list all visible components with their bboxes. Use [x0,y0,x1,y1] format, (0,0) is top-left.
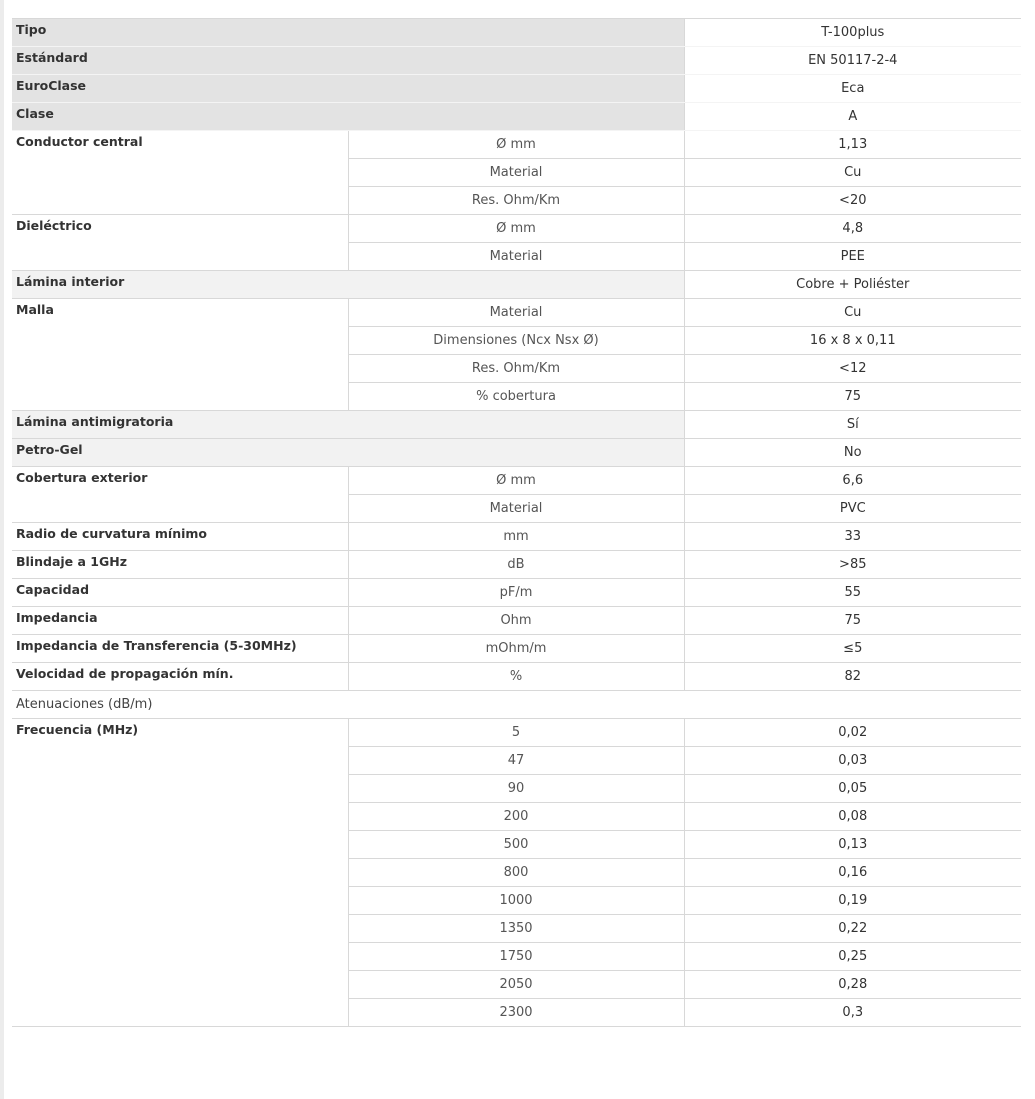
left-edge-strip [0,0,4,1099]
table-row-impedancia [12,607,1021,635]
row-label: Radio de curvatura mínimo [12,523,348,551]
row-value: 75 [684,607,1021,635]
row-param: Material [348,299,684,327]
row-label: Estándard [12,47,684,75]
row-value: 0,25 [684,943,1021,971]
row-value: PVC [684,495,1021,523]
row-value: No [684,439,1021,467]
row-value: Cobre + Poliéster [684,271,1021,299]
row-value: Eca [684,75,1021,103]
row-param: 5 [348,719,684,747]
row-label: Capacidad [12,579,348,607]
row-value: <12 [684,355,1021,383]
table-row-tipo [12,19,1021,47]
table-row-estandard [12,47,1021,75]
table-row-capacidad [12,579,1021,607]
table-row-blindaje [12,551,1021,579]
row-value: A [684,103,1021,131]
row-param: Res. Ohm/Km [348,355,684,383]
table-row-section-atenuaciones [12,691,1021,719]
row-value: 0,16 [684,859,1021,887]
row-param: dB [348,551,684,579]
spec-table-container [12,18,1021,1027]
spec-table [12,18,1021,1027]
row-label: Tipo [12,19,684,47]
row-param: 800 [348,859,684,887]
row-param: Material [348,159,684,187]
row-label: Petro-Gel [12,439,684,467]
row-value: 82 [684,663,1021,691]
row-value: 0,28 [684,971,1021,999]
table-row-conductor-central [12,131,1021,159]
row-label: Velocidad de propagación mín. [12,663,348,691]
row-value: Cu [684,299,1021,327]
row-param: 1750 [348,943,684,971]
row-param: mOhm/m [348,635,684,663]
group-label: Malla [12,299,348,411]
row-value: 0,3 [684,999,1021,1027]
row-value: T-100plus [684,19,1021,47]
table-row-radio-curvatura [12,523,1021,551]
row-param: % cobertura [348,383,684,411]
row-param: Ohm [348,607,684,635]
table-row-cobertura-exterior [12,467,1021,495]
table-row-malla [12,299,1021,327]
row-param: mm [348,523,684,551]
group-label: Dieléctrico [12,215,348,271]
table-row-lamina-interior [12,271,1021,299]
row-value: 75 [684,383,1021,411]
row-param: 500 [348,831,684,859]
row-value: 55 [684,579,1021,607]
row-value: 0,02 [684,719,1021,747]
group-label: Frecuencia (MHz) [12,719,348,1027]
row-value: <20 [684,187,1021,215]
row-value: 0,19 [684,887,1021,915]
row-value: 0,03 [684,747,1021,775]
row-value: Sí [684,411,1021,439]
row-value: 0,05 [684,775,1021,803]
row-value: 0,13 [684,831,1021,859]
group-label: Cobertura exterior [12,467,348,523]
row-param: Material [348,243,684,271]
row-param: 90 [348,775,684,803]
table-row-petro-gel [12,439,1021,467]
table-row-euroclase [12,75,1021,103]
row-value: 0,08 [684,803,1021,831]
group-label: Conductor central [12,131,348,215]
row-param: % [348,663,684,691]
row-value: PEE [684,243,1021,271]
row-param: 2300 [348,999,684,1027]
table-row-clase [12,103,1021,131]
row-value: 4,8 [684,215,1021,243]
table-row-lamina-antimigratoria [12,411,1021,439]
row-param: 47 [348,747,684,775]
row-label: Impedancia de Transferencia (5-30MHz) [12,635,348,663]
row-value: 33 [684,523,1021,551]
row-value: ≤5 [684,635,1021,663]
row-value: 6,6 [684,467,1021,495]
section-title: Atenuaciones (dB/m) [12,691,1021,719]
row-param: Res. Ohm/Km [348,187,684,215]
row-value: EN 50117-2-4 [684,47,1021,75]
table-row-frecuencia [12,719,1021,747]
row-param: Ø mm [348,215,684,243]
table-row-impedancia-transferencia [12,635,1021,663]
row-value: 16 x 8 x 0,11 [684,327,1021,355]
row-value: Cu [684,159,1021,187]
row-value: 1,13 [684,131,1021,159]
row-param: Dimensiones (Ncx Nsx Ø) [348,327,684,355]
row-label: Blindaje a 1GHz [12,551,348,579]
row-value: >85 [684,551,1021,579]
row-param: pF/m [348,579,684,607]
row-param: 1000 [348,887,684,915]
row-label: Impedancia [12,607,348,635]
row-param: Ø mm [348,467,684,495]
row-param: Material [348,495,684,523]
row-label: Lámina antimigratoria [12,411,684,439]
row-param: 2050 [348,971,684,999]
table-row-dielectrico [12,215,1021,243]
row-value: 0,22 [684,915,1021,943]
row-label: Clase [12,103,684,131]
row-param: 200 [348,803,684,831]
row-label: Lámina interior [12,271,684,299]
row-param: Ø mm [348,131,684,159]
row-label: EuroClase [12,75,684,103]
row-param: 1350 [348,915,684,943]
table-row-velocidad-propagacion [12,663,1021,691]
